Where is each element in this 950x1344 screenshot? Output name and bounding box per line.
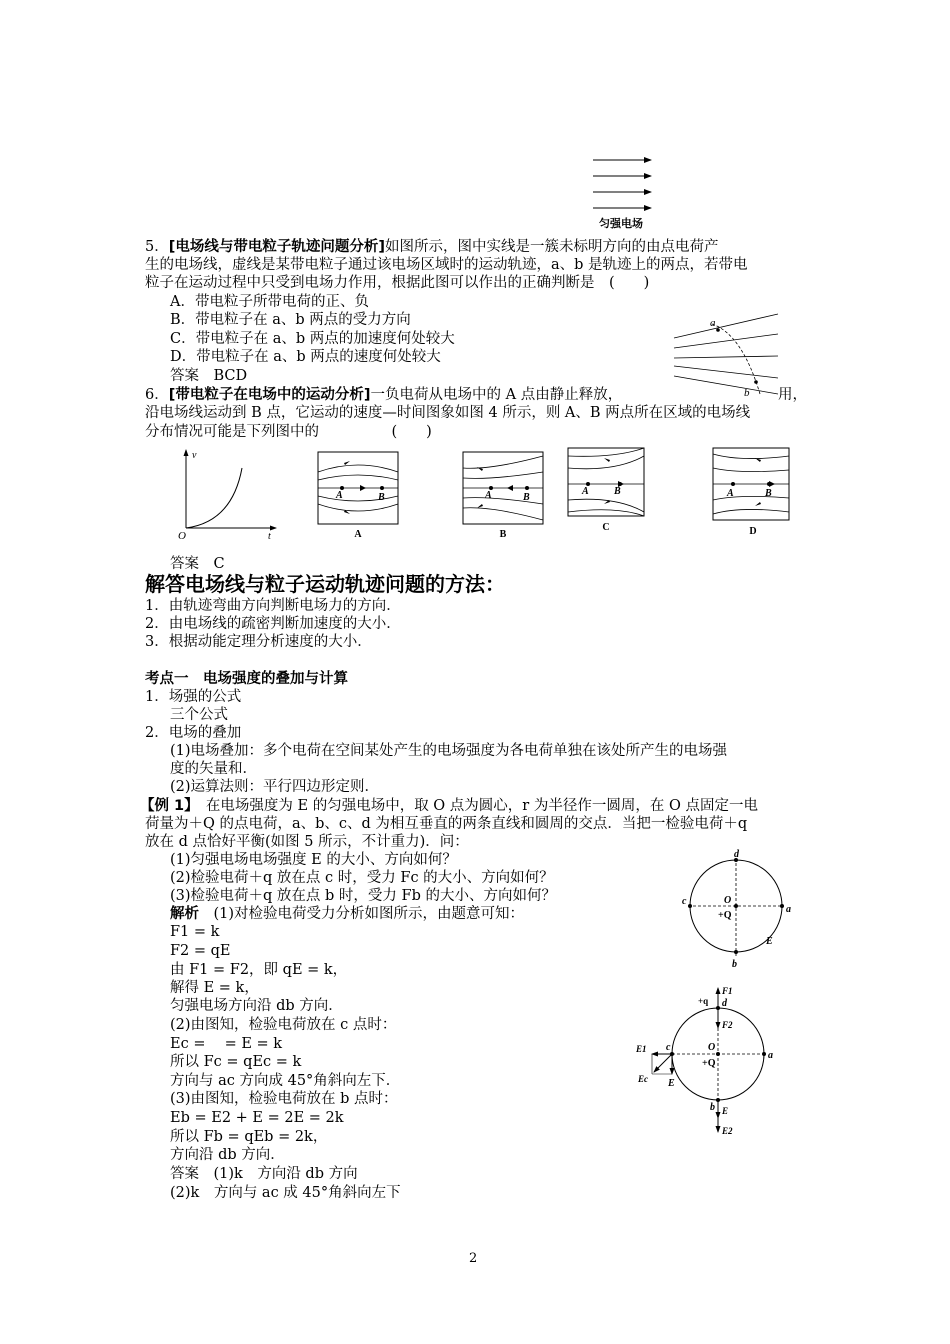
ex1-solution-11: Eb = E2 + E = 2E = 2k xyxy=(170,1110,344,1126)
figf-f1: F1 xyxy=(722,986,733,996)
ex1-solution-5: 匀强电场方向沿 db 方向． xyxy=(170,998,343,1014)
opt-b-point-b: B xyxy=(523,492,530,503)
figf-e: E xyxy=(668,1078,675,1089)
opt-d-letter: D xyxy=(749,526,757,537)
q6-tag: [带电粒子在电场中的运动分析] xyxy=(168,387,371,403)
q5-tag: [电场线与带电粒子轨迹问题分析] xyxy=(168,239,385,255)
ex1-solution-7: Ec = = E = k xyxy=(170,1036,283,1052)
q6-option-d-figure xyxy=(711,446,795,538)
q5-point-a: a xyxy=(710,317,716,329)
kd1-line-1: 1．场强的公式 xyxy=(145,689,242,705)
ex1-solution-6: (2)由图知，检验电荷放在 c 点时： xyxy=(170,1017,397,1033)
q5-line-3: 粒子在运动过程中只受到电场力作用，根据此图可以作出的正确判断是 ( ) xyxy=(145,275,650,291)
figf-f2: F2 xyxy=(722,1020,733,1030)
kd1-title: 考点一 电场强度的叠加与计算 xyxy=(145,671,348,687)
q6-line-3: 分布情况可能是下列图中的 ( ) xyxy=(145,424,432,440)
ex1-question-2: (2)检验电荷＋q 放在点 c 时，受力 Fc 的大小、方向如何？ xyxy=(170,870,554,886)
q5-line-1 xyxy=(145,238,719,256)
figf-e1: E1 xyxy=(636,1044,647,1054)
ex1-circle-figure xyxy=(680,846,800,970)
opt-a-point-a: A xyxy=(336,490,343,501)
method-item-3: 3．根据动能定理分析速度的大小． xyxy=(145,634,372,650)
ex1-solution-1: F1 = k xyxy=(170,924,220,940)
figf-c: c xyxy=(666,1042,671,1053)
q6-line-1 xyxy=(145,386,622,404)
figf-ec: Ec xyxy=(638,1074,648,1084)
fig5-a: a xyxy=(786,904,791,915)
ex1-force-figure xyxy=(636,982,786,1138)
figf-a: a xyxy=(768,1050,773,1061)
ex1-line-3: 放在 d 点恰好平衡(如图 5 所示，不计重力)．问： xyxy=(145,834,469,850)
figf-b: b xyxy=(710,1102,715,1113)
figf-plus-q: +q xyxy=(698,996,709,1006)
ex1-solution-label: 解析 xyxy=(170,906,199,922)
opt-a-letter: A xyxy=(354,529,362,540)
fig5-e: E xyxy=(766,936,773,947)
q6-line-1-tail: 用， xyxy=(778,387,807,403)
fig5-c: c xyxy=(682,896,687,907)
kd1-line-4: (1)电场叠加：多个电荷在空间某处产生的电场强度为各电荷单独在该处所产生的电场强 xyxy=(170,743,728,759)
ex1-solution-10: (3)由图知，检验电荷放在 b 点时： xyxy=(170,1091,398,1107)
kd1-line-5: 度的矢量和． xyxy=(170,761,257,777)
opt-c-point-a: A xyxy=(582,486,589,497)
ex1-answer-1: 答案 (1)k 方向沿 db 方向 xyxy=(170,1166,358,1182)
q6-number: 6． xyxy=(145,387,169,403)
page-number: 2 xyxy=(469,1251,478,1266)
opt-d-point-b: B xyxy=(765,488,772,499)
vt-origin-label: O xyxy=(178,530,186,542)
ex1-solution-2: F2 = qE xyxy=(170,943,231,959)
opt-a-point-b: B xyxy=(378,492,385,503)
ex1-question-1: (1)匀强电场电场强度 E 的大小、方向如何？ xyxy=(170,852,457,868)
ex1-answer-2: (2)k 方向与 ac 成 45°角斜向左下 xyxy=(170,1185,401,1201)
q5-line-2: 生的电场线，虚线是某带电粒子通过该电场区域时的运动轨迹，a、b 是轨迹上的两点，若带电 xyxy=(145,257,748,273)
ex1-solution-12: 所以 Fb = qEb = 2k， xyxy=(170,1129,328,1145)
q5-number: 5． xyxy=(145,239,169,255)
opt-c-letter: C xyxy=(602,522,610,533)
q5-trajectory-figure xyxy=(672,312,784,396)
figf-e2: E2 xyxy=(722,1126,733,1136)
q5-answer: 答案 BCD xyxy=(170,368,248,384)
opt-b-point-a: A xyxy=(485,490,492,501)
vt-t-label: t xyxy=(268,531,271,542)
q6-text-1: 一负电荷从电场中的 A 点由静止释放， xyxy=(370,387,623,403)
opt-d-point-a: A xyxy=(727,488,734,499)
ex1-solution-0: (1)对检验电荷受力分析如图所示，由题意可知： xyxy=(213,906,525,922)
q6-vt-graph xyxy=(172,446,284,542)
q6-option-b-figure xyxy=(461,450,545,542)
opt-c-point-b: B xyxy=(614,486,621,497)
ex1-solution-9: 方向与 ac 方向成 45°角斜向左下． xyxy=(170,1073,401,1089)
q5-option-c: C．带电粒子在 a、b 两点的加速度何处较大 xyxy=(170,331,455,347)
fig5-o: O xyxy=(724,895,732,906)
q6-option-a-figure xyxy=(316,450,400,542)
kd1-line-6: (2)运算法则：平行四边形定则． xyxy=(170,779,380,795)
kd1-line-3: 2．电场的叠加 xyxy=(145,725,242,741)
ex1-solution-3: 由 F1 = F2，即 qE = k， xyxy=(170,962,348,978)
fig5-plus-q: +Q xyxy=(718,910,732,921)
q6-option-c-figure xyxy=(566,446,650,538)
vt-v-label: v xyxy=(192,450,197,461)
figf-o: O xyxy=(708,1042,716,1053)
fig5-b: b xyxy=(732,959,737,970)
opt-b-letter: B xyxy=(499,529,507,540)
q6-answer: 答案 C xyxy=(170,556,225,572)
figf-plus-bigq: +Q xyxy=(702,1058,716,1069)
figf-b-e: E xyxy=(722,1106,729,1116)
uniform-field-caption: 匀强电场 xyxy=(599,218,643,230)
ex1-solution-8: 所以 Fc = qEc = k xyxy=(170,1054,302,1070)
q5-option-b: B．带电粒子在 a、b 两点的受力方向 xyxy=(170,312,411,328)
ex1-tag: 【例 1】 xyxy=(140,798,192,814)
method-item-1: 1．由轨迹弯曲方向判断电场力的方向． xyxy=(145,598,401,614)
q5-text-1: 如图所示，图中实线是一簇未标明方向的由点电荷产 xyxy=(385,239,719,255)
ex1-text-1: 在电场强度为 E 的匀强电场中，取 O 点为圆心，r 为半径作一圆周，在 O 点固定一电 xyxy=(205,798,758,814)
ex1-question-3: (3)检验电荷＋q 放在点 b 时，受力 Fb 的大小、方向如何？ xyxy=(170,888,556,904)
kd1-line-2: 三个公式 xyxy=(170,707,228,723)
fig5-d: d xyxy=(734,849,739,860)
ex1-solution-13: 方向沿 db 方向． xyxy=(170,1147,285,1163)
uniform-field-figure xyxy=(585,150,665,232)
q5-option-a: A．带电粒子所带电荷的正、负 xyxy=(170,294,369,310)
q5-point-b: b xyxy=(744,387,750,396)
ex1-line-2: 荷量为＋Q 的点电荷，a、b、c、d 为相互垂直的两条直线和圆周的交点．当把一检验电荷＋q xyxy=(145,816,748,832)
figf-d: d xyxy=(722,998,727,1009)
ex1-line-1 xyxy=(140,797,758,815)
ex1-solution-start xyxy=(170,905,524,923)
method-item-2: 2．由电场线的疏密判断加速度的大小． xyxy=(145,616,401,632)
q5-option-d: D．带电粒子在 a、b 两点的速度何处较大 xyxy=(170,349,441,365)
ex1-solution-4: 解得 E = k， xyxy=(170,980,259,996)
method-title: 解答电场线与粒子运动轨迹问题的方法： xyxy=(145,572,505,596)
q6-line-2: 沿电场线运动到 B 点，它运动的速度—时间图象如图 4 所示，则 A、B 两点所在区域的电场线 xyxy=(145,405,751,421)
